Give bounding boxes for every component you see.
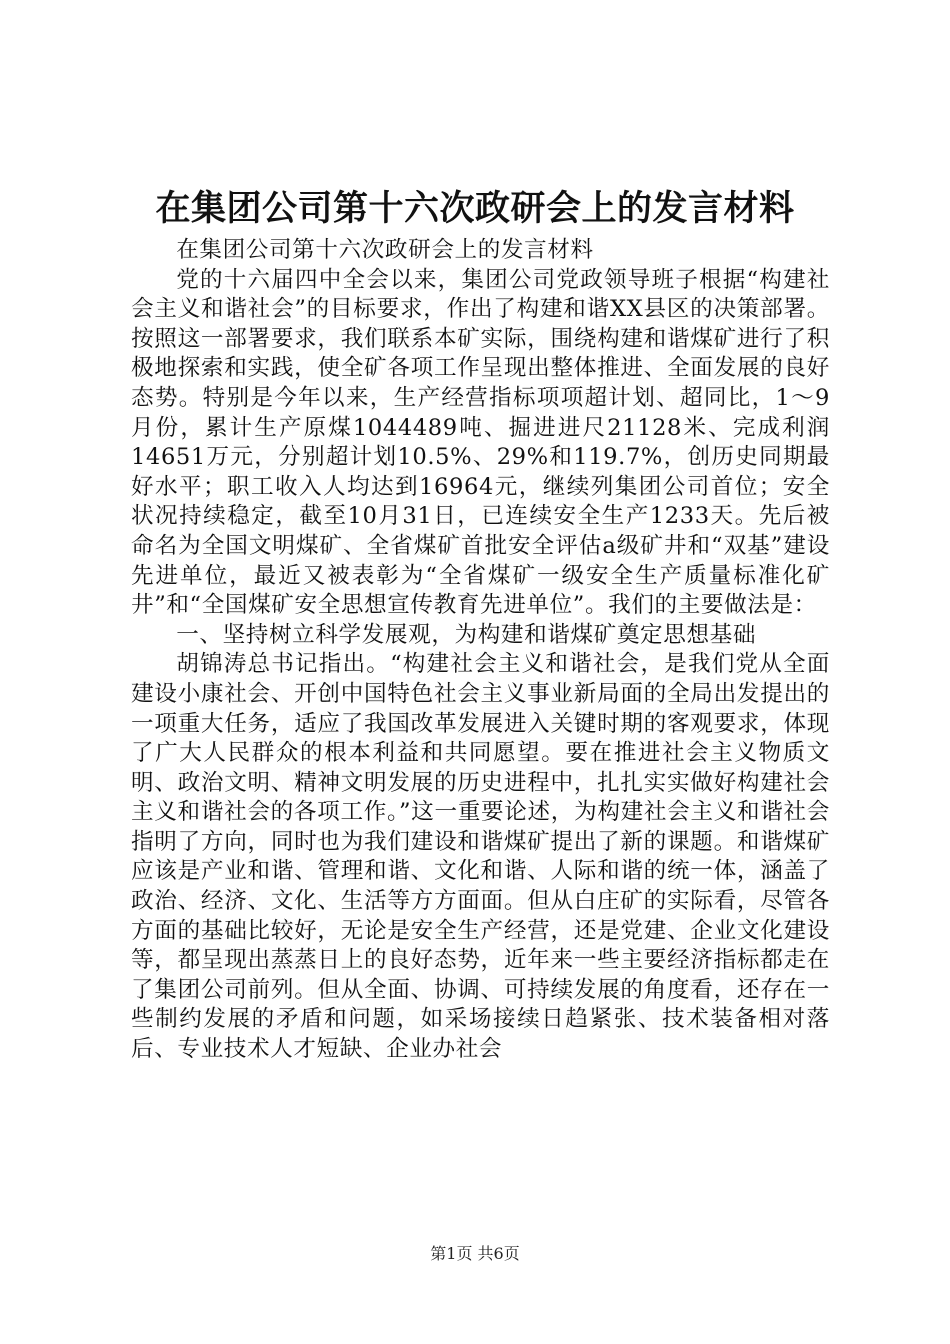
document-body (131, 236, 830, 1065)
body-paragraph: 胡锦涛总书记指出。“构建社会主义和谐社会，是我们党从全面建设小康社会、开创中国特色社会主义事业新局面的全局出发提出的一项重大任务，适应了我国改革发展进入关键时期的客观要求，体现了广大人民群众的根本利益和共同愿望。要在推进社会主义物质文明、政治文明、精神文明发展的历史进程中，扎扎实实做好构建社会主义和谐社会的各项工作。”这一重要论述，为构建社会主义和谐社会指明了方向，同时也为我们建设和谐煤矿提出了新的课题。和谐煤矿应该是产业和谐、管理和谐、文化和谐、人际和谐的统一体，涵盖了政治、经济、文化、生活等方方面面。但从白庄矿的实际看，尽管各方面的基础比较好，无论是安全生产经营，还是党建、企业文化建设等，都呈现出蒸蒸日上的良好态势，近年来一些主要经济指标都走在了集团公司前列。但从全面、协调、可持续发展的角度看，还存在一些制约发展的矛盾和问题，如采场接续日趋紧张、技术装备相对落后、专业技术人才短缺、企业办社会 (131, 651, 830, 1063)
body-paragraph: 党的十六届四中全会以来，集团公司党政领导班子根据“构建社会主义和谐社会”的目标要求，作出了构建和谐XX县区的决策部署。按照这一部署要求，我们联系本矿实际，围绕构建和谐煤矿进行了积极地探索和实践，使全矿各项工作呈现出整体推进、全面发展的良好态势。特别是今年以来，生产经营指标项项超计划、超同比，1～9月份，累计生产原煤1044489吨、掘进进尺21128米、完成利润14651万元，分别超计划10.5%、29%和119.7%，创历史同期最好水平；职工收入人均达到16964元，继续列集团公司首位；安全状况持续稳定，截至10月31日，已连续安全生产1233天。先后被命名为全国文明煤矿、全省煤矿首批安全评估a级矿井和“双基”建设先进单位，最近又被表彰为“全省煤矿一级安全生产质量标准化矿井”和“全国煤矿安全思想宣传教育先进单位”。我们的主要做法是： (131, 266, 830, 619)
document-title: 在集团公司第十六次政研会上的发言材料 (155, 189, 795, 229)
page-number: 第1页 共6页 (430, 1244, 520, 1263)
section-heading: 一、坚持树立科学发展观，为构建和谐煤矿奠定思想基础 (176, 621, 757, 648)
subtitle-paragraph: 在集团公司第十六次政研会上的发言材料 (176, 237, 594, 263)
